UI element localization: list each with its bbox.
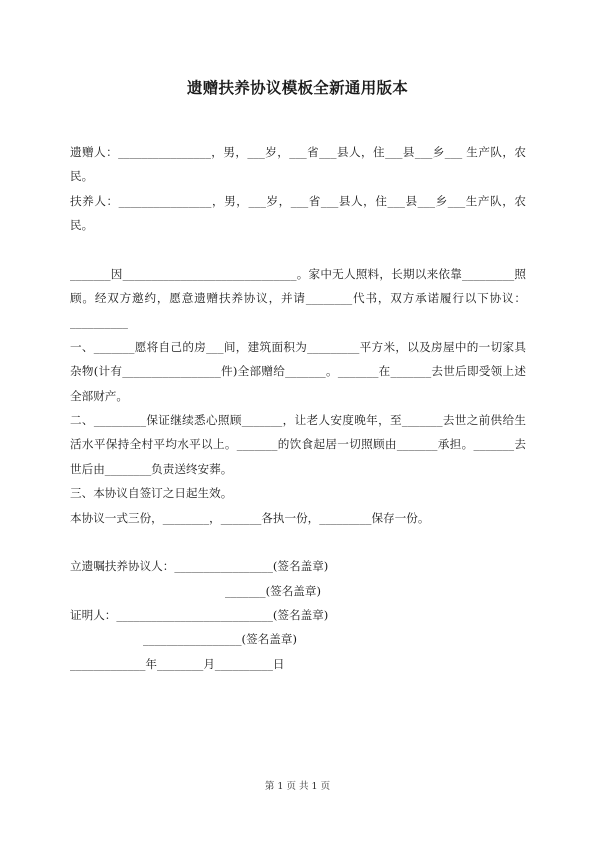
clause-2: 二、_________保证继续悉心照顾_______，让老人安度晚年，至_______去世之前供给生活水平保持全村平均水平以上。_______的饮食起居一切照顾由_______承担。_______去世后由________负责送终安葬。	[70, 413, 526, 476]
signature-agreement-second: _______(签名盖章)	[225, 583, 321, 598]
copies-paragraph: 本协议一式三份，________，_______各执一份，_________保存一份。	[70, 510, 430, 525]
signature-witness: 证明人：___________________________(签名盖章)	[70, 607, 329, 622]
signature-agreement: 立遗嘱扶养协议人：_________________(签名盖章)	[70, 559, 329, 574]
intro-paragraph: _______因______________________________。家中无人照料，长期以来依靠_________照顾。经双方邀约，愿意遗赠扶养协议，并请________代书，双方承诺履行以下协议：__________	[70, 266, 526, 330]
date-line: _____________年________月__________日	[70, 656, 285, 671]
signature-witness-second: _________________(签名盖章)	[143, 632, 297, 647]
spacer	[70, 238, 526, 262]
clause-3: 三、本协议自签订之日起生效。	[70, 486, 233, 501]
signature-block	[70, 554, 526, 676]
clause-1: 一、_______愿将自己的房___间，建筑面积为_________平方米，以及房屋中的一切家具杂物(计有_________________件)全部赠给_______。_______在_______去世后即受领上述全部财产。	[70, 339, 526, 403]
spacer	[70, 530, 526, 554]
party-bequeather: 遗赠人：________________，男，___岁，___省___县人，住___县___乡___ 生产队，农民。	[70, 145, 526, 184]
page-footer: 第 1 页 共 1 页	[264, 781, 331, 792]
document-title: 遗赠扶养协议模板全新通用版本	[186, 78, 409, 97]
document-body	[70, 140, 526, 676]
party-supporter: 扶养人：________________，男，___岁，___省___县人，住___县___乡___生产队，农民。	[70, 193, 526, 233]
